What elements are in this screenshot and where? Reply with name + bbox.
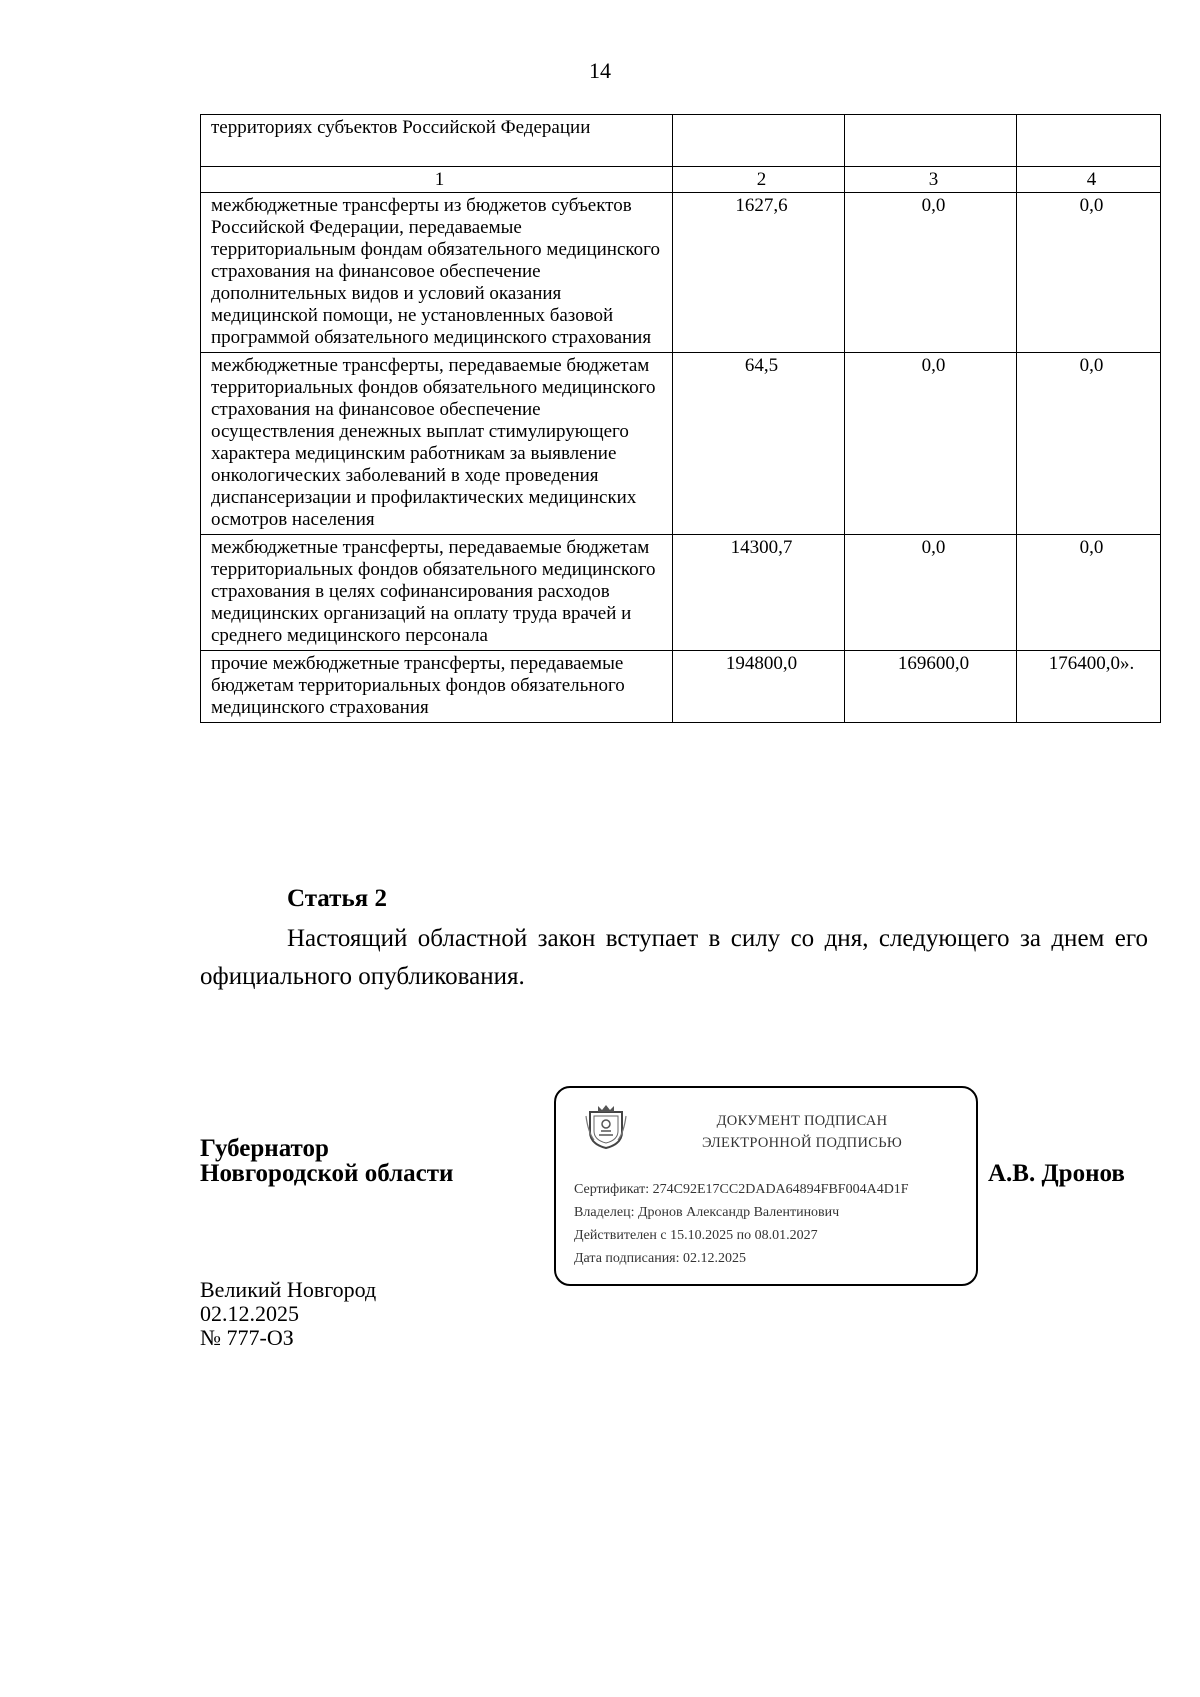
row-label: межбюджетные трансферты, передаваемые бюджетам территориальных фондов обязательного медицинского страхования в целях софинансирования расходов медицинских организаций на оплату труда врачей и среднего медицинского персонала xyxy=(201,535,673,651)
stamp-validity: Действителен с 15.10.2025 по 08.01.2027 xyxy=(574,1228,818,1243)
governor-title-line1: Губернатор xyxy=(200,1135,329,1162)
row-value-col2: 64,5 xyxy=(673,353,845,535)
article-heading: Статья 2 xyxy=(287,885,387,912)
governor-name: А.В. Дронов xyxy=(988,1160,1125,1187)
coat-of-arms-icon xyxy=(584,1102,628,1150)
stamp-certificate: Сертификат: 274C92E17CC2DADA64894FBF004A4D1F xyxy=(574,1182,909,1197)
row-value-col4: 0,0 xyxy=(1017,535,1161,651)
stamp-owner: Владелец: Дронов Александр Валентинович xyxy=(574,1205,840,1220)
table-column-numbers xyxy=(201,167,1161,193)
row-label: межбюджетные трансферты, передаваемые бюджетам территориальных фондов обязательного медицинского страхования на финансовое обеспечение осуществления денежных выплат стимулирующего характера медицинским работникам за выявление онкологических заболеваний в ходе проведения диспансеризации и профилактических медицинских осмотров населения xyxy=(201,353,673,535)
row-value-col3: 0,0 xyxy=(845,353,1017,535)
table-row xyxy=(201,353,1161,535)
governor-title xyxy=(200,1136,453,1186)
continuation-label: территориях субъектов Российской Федерации xyxy=(201,115,673,167)
stamp-heading xyxy=(652,1110,952,1154)
page-number: 14 xyxy=(589,58,611,83)
governor-title-line2: Новгородской области xyxy=(200,1160,454,1187)
row-value-col2: 14300,7 xyxy=(673,535,845,651)
table-row xyxy=(201,193,1161,353)
stamp-heading-line1: ДОКУМЕНТ ПОДПИСАН xyxy=(716,1113,888,1129)
stamp-sign-date: Дата подписания: 02.12.2025 xyxy=(574,1251,747,1266)
footer-date: 02.12.2025 xyxy=(200,1301,299,1326)
row-value-col2: 1627,6 xyxy=(673,193,845,353)
table-row xyxy=(201,535,1161,651)
row-value-col4: 176400,0». xyxy=(1017,651,1161,723)
article-text: Настоящий областной закон вступает в силу со дня, следующего за днем его официального опубликования. xyxy=(200,925,1148,990)
electronic-signature-stamp xyxy=(554,1086,978,1286)
footer-city: Великий Новгород xyxy=(200,1277,377,1302)
row-value-col2: 194800,0 xyxy=(673,651,845,723)
stamp-heading-line2: ЭЛЕКТРОННОЙ ПОДПИСЬЮ xyxy=(701,1135,903,1151)
column-number-4: 4 xyxy=(1017,167,1161,193)
row-label: прочие межбюджетные трансферты, передаваемые бюджетам территориальных фондов обязательного медицинского страхования xyxy=(201,651,673,723)
table-row-continuation xyxy=(201,115,1161,167)
table-row xyxy=(201,651,1161,723)
row-label: межбюджетные трансферты из бюджетов субъектов Российской Федерации, передаваемые территориальным фондам обязательного медицинского страхования на финансовое обеспечение дополнительных видов и условий оказания медицинской помощи, не установленных базовой программой обязательного медицинского страхования xyxy=(201,193,673,353)
row-value-col4: 0,0 xyxy=(1017,193,1161,353)
budget-table xyxy=(200,114,1161,723)
footer-place-date xyxy=(200,1278,376,1350)
row-value-col4: 0,0 xyxy=(1017,353,1161,535)
row-value-col3: 0,0 xyxy=(845,193,1017,353)
stamp-details xyxy=(574,1178,909,1270)
row-value-col3: 169600,0 xyxy=(845,651,1017,723)
row-value-col3: 0,0 xyxy=(845,535,1017,651)
column-number-2: 2 xyxy=(673,167,845,193)
column-number-1: 1 xyxy=(201,167,673,193)
footer-law-number: № 777-ОЗ xyxy=(200,1325,294,1350)
column-number-3: 3 xyxy=(845,167,1017,193)
